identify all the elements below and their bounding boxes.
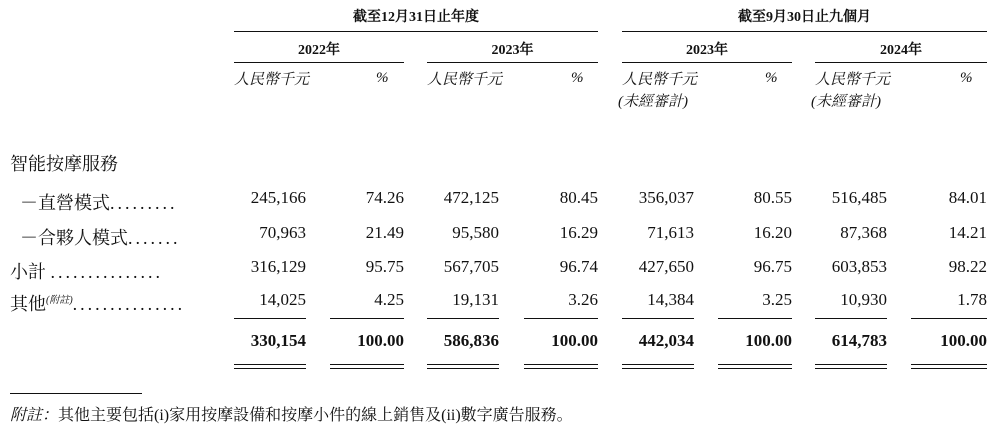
amount-cell: 516,485 bbox=[831, 188, 887, 207]
footnote bbox=[10, 402, 573, 425]
amount-cell: 70,963 bbox=[259, 223, 306, 242]
percent-cell: 100.00 bbox=[551, 331, 598, 350]
amount-cell: 427,650 bbox=[638, 257, 694, 276]
header-year-rule bbox=[815, 62, 987, 63]
row-label-text: －合夥人模式 bbox=[20, 228, 128, 248]
total-double-rule bbox=[330, 368, 404, 369]
amount-cell: 356,037 bbox=[638, 188, 694, 207]
percent-cell: 74.26 bbox=[365, 188, 404, 207]
total-double-rule bbox=[815, 364, 887, 365]
unit-label: 人民幣千元 bbox=[815, 72, 891, 88]
amount-cell: 586,836 bbox=[443, 331, 499, 350]
header-year-rule bbox=[427, 62, 598, 63]
section-title: 智能按摩服務 bbox=[10, 154, 118, 174]
amount-cell: 95,580 bbox=[452, 223, 499, 242]
row-label-direct bbox=[20, 189, 178, 215]
pct-label: % bbox=[765, 70, 778, 86]
leader-dots: ............... bbox=[72, 294, 186, 314]
footnote-text: 其他主要包括(i)家用按摩設備和按摩小件的線上銷售及(ii)數字廣告服務。 bbox=[58, 407, 573, 424]
total-double-rule bbox=[622, 368, 694, 369]
row-label-text: 其他 bbox=[10, 294, 46, 314]
percent-cell: 98.22 bbox=[948, 257, 987, 276]
percent-cell: 21.49 bbox=[365, 223, 404, 242]
unit-unaudited-label: (未經審計) bbox=[811, 94, 881, 110]
unit-label: 人民幣千元 bbox=[622, 72, 698, 88]
sum-rule bbox=[524, 318, 598, 319]
amount-cell: 14,025 bbox=[259, 290, 306, 309]
header-group-nine-months: 截至9月30日止九個月 bbox=[738, 10, 871, 25]
percent-cell: 3.25 bbox=[762, 290, 792, 309]
percent-cell: 3.26 bbox=[568, 290, 598, 309]
sum-rule bbox=[427, 318, 499, 319]
amount-cell: 87,368 bbox=[840, 223, 887, 242]
percent-cell: 100.00 bbox=[745, 331, 792, 350]
amount-cell: 614,783 bbox=[831, 331, 887, 350]
amount-cell: 442,034 bbox=[638, 331, 694, 350]
pct-label: % bbox=[960, 70, 973, 86]
percent-cell: 100.00 bbox=[357, 331, 404, 350]
total-double-rule bbox=[718, 368, 792, 369]
header-year-rule bbox=[234, 62, 404, 63]
header-year-2024-nine-months: 2024年 bbox=[880, 43, 922, 58]
header-year-2023: 2023年 bbox=[491, 43, 534, 58]
total-double-rule bbox=[718, 364, 792, 365]
percent-cell: 100.00 bbox=[940, 331, 987, 350]
percent-cell: 4.25 bbox=[374, 290, 404, 309]
percent-cell: 80.45 bbox=[559, 188, 598, 207]
total-double-rule bbox=[330, 364, 404, 365]
unit-label: 人民幣千元 bbox=[234, 72, 310, 88]
pct-label: % bbox=[376, 70, 389, 86]
amount-cell: 245,166 bbox=[250, 188, 306, 207]
percent-cell: 96.75 bbox=[753, 257, 792, 276]
sum-rule bbox=[718, 318, 792, 319]
row-label-others bbox=[10, 290, 185, 316]
total-double-rule bbox=[911, 368, 987, 369]
sum-rule bbox=[234, 318, 306, 319]
header-year-rule bbox=[622, 62, 792, 63]
sum-rule bbox=[622, 318, 694, 319]
header-group-rule bbox=[622, 31, 987, 32]
amount-cell: 567,705 bbox=[443, 257, 499, 276]
total-double-rule bbox=[427, 368, 499, 369]
footnote-rule bbox=[10, 393, 142, 394]
leader-dots: ....... bbox=[128, 228, 181, 248]
total-double-rule bbox=[234, 364, 306, 365]
leader-dots: ......... bbox=[110, 193, 178, 213]
percent-cell: 96.74 bbox=[559, 257, 598, 276]
total-double-rule bbox=[622, 364, 694, 365]
leader-dots: ............... bbox=[50, 262, 163, 282]
amount-cell: 10,930 bbox=[840, 290, 887, 309]
footnote-label: 附註： bbox=[10, 407, 59, 424]
amount-cell: 71,613 bbox=[647, 223, 694, 242]
amount-cell: 330,154 bbox=[250, 331, 306, 350]
percent-cell: 84.01 bbox=[948, 188, 987, 207]
amount-cell: 472,125 bbox=[443, 188, 499, 207]
total-double-rule bbox=[524, 368, 598, 369]
header-year-2023-nine-months: 2023年 bbox=[686, 43, 728, 58]
percent-cell: 1.78 bbox=[957, 290, 987, 309]
total-double-rule bbox=[815, 368, 887, 369]
amount-cell: 19,131 bbox=[452, 290, 499, 309]
total-double-rule bbox=[427, 364, 499, 365]
unit-label: 人民幣千元 bbox=[427, 72, 503, 88]
total-double-rule bbox=[911, 364, 987, 365]
amount-cell: 603,853 bbox=[831, 257, 887, 276]
row-label-partner bbox=[20, 224, 181, 250]
percent-cell: 80.55 bbox=[753, 188, 792, 207]
percent-cell: 14.21 bbox=[948, 223, 987, 242]
percent-cell: 16.29 bbox=[559, 223, 598, 242]
header-group-rule bbox=[234, 31, 598, 32]
pct-label: % bbox=[571, 70, 584, 86]
amount-cell: 316,129 bbox=[250, 257, 306, 276]
note-mark: (附註) bbox=[46, 295, 73, 306]
unit-unaudited-label: (未經審計) bbox=[618, 94, 688, 110]
sum-rule bbox=[815, 318, 887, 319]
sum-rule bbox=[911, 318, 987, 319]
row-label-text: －直營模式 bbox=[20, 193, 110, 213]
sum-rule bbox=[330, 318, 404, 319]
row-label-subtotal bbox=[10, 258, 163, 284]
header-year-2022: 2022年 bbox=[298, 43, 340, 58]
header-group-year: 截至12月31日止年度 bbox=[353, 10, 479, 25]
total-double-rule bbox=[524, 364, 598, 365]
percent-cell: 16.20 bbox=[753, 223, 792, 242]
amount-cell: 14,384 bbox=[647, 290, 694, 309]
total-double-rule bbox=[234, 368, 306, 369]
percent-cell: 95.75 bbox=[365, 257, 404, 276]
row-label-text: 小計 bbox=[10, 262, 46, 282]
